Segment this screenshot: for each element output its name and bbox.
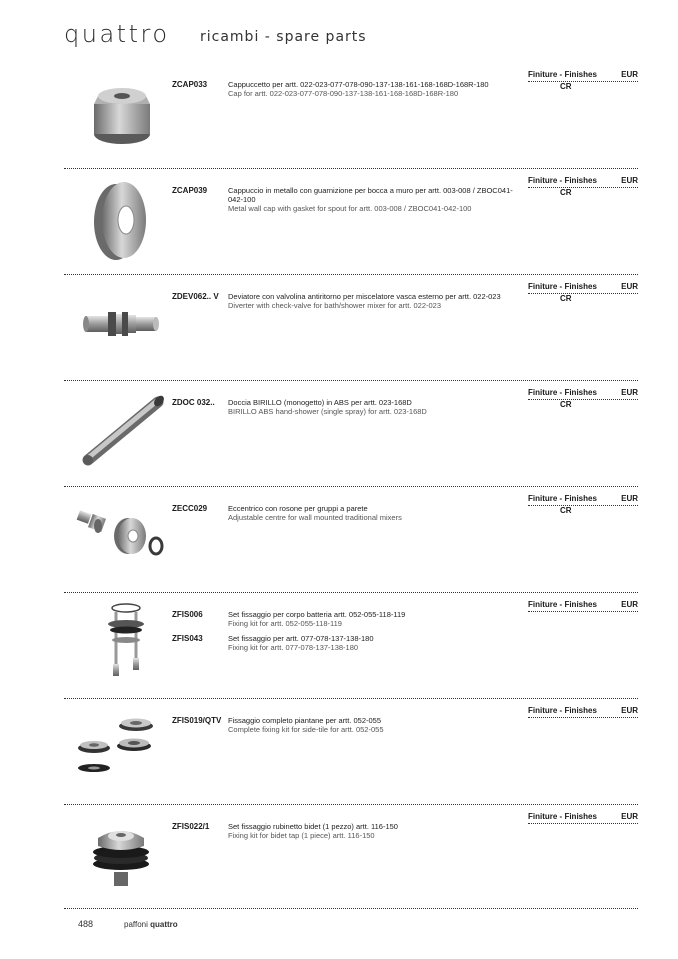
product-image-bidet-kit bbox=[72, 818, 168, 890]
product-code: ZDOC 032.. bbox=[172, 398, 215, 407]
footer-divider bbox=[64, 908, 638, 909]
section-divider bbox=[64, 592, 638, 593]
product-section: Finiture - Finishes EUR CR ZDOC 032.. Doccia BIRILLO (monogetto) in ABS per artt. 023-168D BIRILLO ABS hand-shower (single spray) for artt. 023-168D bbox=[64, 380, 638, 486]
side-tile-kit-icon bbox=[72, 712, 168, 782]
description-it: Eccentrico con rosone per gruppi a parete bbox=[228, 504, 368, 513]
product-section: Finiture - Finishes EUR CR ZECC029 Eccentrico con rosone per gruppi a parete Adjustable centre for wall mounted traditional mixers bbox=[64, 486, 638, 592]
description-it: Set fissaggio per corpo batteria artt. 052-055-118-119 bbox=[228, 610, 406, 619]
product-image-side-tile-kit bbox=[72, 712, 168, 782]
description-en: Cap for artt. 022-023-077-078-090-137-138-161-168-168D-168R-180 bbox=[228, 89, 459, 98]
finish-value: CR bbox=[560, 400, 572, 409]
description-en: Fixing kit for artt. 052-055-118-119 bbox=[228, 619, 342, 628]
description-en: Fixing kit for artt. 077-078-137-138-180 bbox=[228, 643, 359, 652]
product-code: ZECC029 bbox=[172, 504, 208, 513]
description-it: Doccia BIRILLO (monogetto) in ABS per artt. 023-168D bbox=[228, 398, 412, 407]
description-it: Cappuccetto per artt. 022-023-077-078-090-137-138-161-168-168D-168R-180 bbox=[228, 80, 489, 89]
description-en: Fixing kit for bidet tap (1 piece) artt. 116-150 bbox=[228, 831, 375, 840]
description-it: Fissaggio completo piantane per artt. 052-055 bbox=[228, 716, 382, 725]
finish-value: CR bbox=[560, 294, 572, 303]
cap-icon bbox=[72, 72, 168, 152]
wall-cap-icon bbox=[72, 176, 168, 264]
section-divider bbox=[64, 486, 638, 487]
product-section: Finiture - Finishes EUR ZFIS006 Set fissaggio per corpo batteria artt. 052-055-118-119 Fixing kit for artt. 052-055-118-119 ZFIS043 Set fissaggio per artt. 077-078-137-138-180 Fixing kit for artt. 077-078-137-138-180 bbox=[64, 592, 638, 698]
product-code: ZDEV062.. V bbox=[172, 292, 219, 301]
description-it: Deviatore con valvolina antiritorno per miscelatore vasca esterno per artt. 022-023 bbox=[228, 292, 501, 301]
product-code: ZFIS043 bbox=[172, 634, 203, 643]
product-image-cap bbox=[72, 72, 168, 152]
product-section: Finiture - Finishes EUR CR ZDEV062.. V Deviatore con valvolina antiritorno per miscelatore vasca esterno per artt. 022-023 Diverter with check-valve for bath/shower mixer for artt. 022-023 bbox=[64, 274, 638, 380]
description-en: Complete fixing kit for side-tile for artt. 052-055 bbox=[228, 725, 384, 734]
description-en: Adjustable centre for wall mounted traditional mixers bbox=[228, 513, 402, 522]
page-header bbox=[64, 20, 644, 52]
section-divider bbox=[64, 274, 638, 275]
finish-value: CR bbox=[560, 188, 572, 197]
product-image-diverter bbox=[72, 302, 168, 342]
finish-value: CR bbox=[560, 82, 572, 91]
product-section: Finiture - Finishes EUR ZFIS022/1 Set fissaggio rubinetto bidet (1 pezzo) artt. 116-150 Fixing kit for bidet tap (1 piece) artt. 116-150 bbox=[64, 804, 638, 908]
product-code: ZFIS022/1 bbox=[172, 822, 210, 831]
diverter-icon bbox=[72, 302, 168, 342]
product-code: ZCAP039 bbox=[172, 186, 208, 195]
section-divider bbox=[64, 380, 638, 381]
product-code: ZFIS006 bbox=[172, 610, 203, 619]
product-image-hand-shower bbox=[72, 390, 168, 470]
product-section: Finiture - Finishes EUR CR ZCAP039 Cappuccio in metallo con guarnizione per bocca a muro per artt. 003-008 / ZBOC041-042-100 Metal wall cap with gasket for spout for artt. 003-008 / ZBOC041-042-100 bbox=[64, 168, 638, 274]
description-it: Cappuccio in metallo con guarnizione per bocca a muro per artt. 003-008 / ZBOC041-042-100 bbox=[228, 186, 513, 204]
product-image-eccentric bbox=[72, 502, 168, 566]
product-image-fixing-kit bbox=[72, 600, 168, 684]
product-code: ZCAP033 bbox=[172, 80, 208, 89]
hand-shower-icon bbox=[72, 390, 168, 470]
product-section: Finiture - Finishes EUR CR ZCAP033 Cappuccetto per artt. 022-023-077-078-090-137-138-161-168-168D-168R-180 Cap for artt. 022-023-077-078-090-137-138-161-168-168D-168R-180 bbox=[64, 62, 638, 168]
product-section: Finiture - Finishes EUR ZFIS019/QTV Fissaggio completo piantane per artt. 052-055 Complete fixing kit for side-tile for artt. 052-055 bbox=[64, 698, 638, 804]
page-subtitle: ricambi - spare parts bbox=[200, 29, 367, 45]
description-it: Set fissaggio rubinetto bidet (1 pezzo) artt. 116-150 bbox=[228, 822, 398, 831]
finish-value: CR bbox=[560, 506, 572, 515]
description-en: Diverter with check-valve for bath/shower mixer for artt. 022-023 bbox=[228, 301, 441, 310]
description-en: BIRILLO ABS hand-shower (single spray) for artt. 023-168D bbox=[228, 407, 427, 416]
product-image-wall-cap bbox=[72, 176, 168, 264]
product-code: ZFIS019/QTV bbox=[172, 716, 222, 725]
fixing-kit-icon bbox=[72, 600, 168, 684]
brand-title: quattro bbox=[64, 20, 170, 48]
description-it: Set fissaggio per artt. 077-078-137-138-180 bbox=[228, 634, 374, 643]
bidet-kit-icon bbox=[72, 818, 168, 890]
section-divider bbox=[64, 804, 638, 805]
section-divider bbox=[64, 168, 638, 169]
footer-brand: paffoni quattro bbox=[124, 920, 178, 929]
eccentric-icon bbox=[72, 502, 168, 566]
page-number: 488 bbox=[78, 919, 94, 929]
description-en: Metal wall cap with gasket for spout for artt. 003-008 / ZBOC041-042-100 bbox=[228, 204, 472, 213]
section-divider bbox=[64, 698, 638, 699]
